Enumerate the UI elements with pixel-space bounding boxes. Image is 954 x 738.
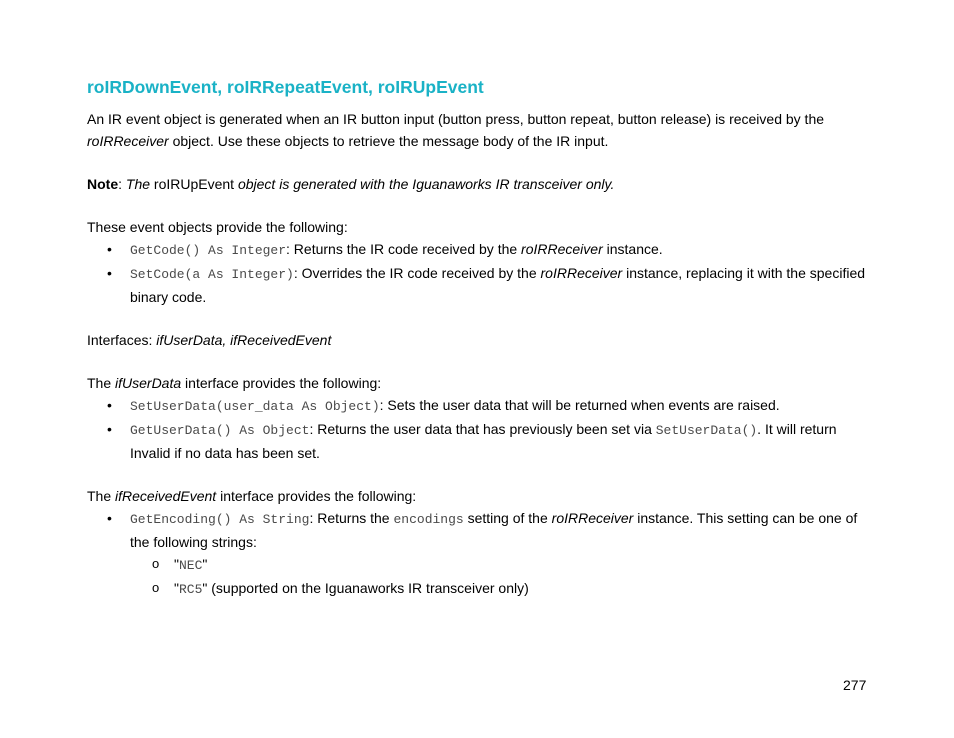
received-event-list xyxy=(87,507,867,553)
intro-text-2: object. Use these objects to retrieve the message body of the IR input. xyxy=(168,133,609,149)
list-item xyxy=(87,262,867,308)
quote-close: " xyxy=(202,580,208,596)
method-code: GetCode() As Integer xyxy=(130,243,287,258)
option-note: (supported on the Iguanaworks IR transceiver only) xyxy=(207,580,529,596)
note-object: roIRUpEvent xyxy=(153,176,235,192)
note-colon: : xyxy=(118,176,126,192)
list-item xyxy=(87,577,867,601)
event-methods-lead: These event objects provide the following: xyxy=(87,219,348,235)
list-item xyxy=(87,507,867,553)
method-code: SetUserData(user_data As Object) xyxy=(130,399,380,414)
interfaces-label: Interfaces: xyxy=(87,332,157,348)
method-desc: : Returns the xyxy=(309,510,394,526)
lead-post: interface provides the following: xyxy=(216,488,417,504)
page-number: 277 xyxy=(843,677,867,693)
method-desc-2: instance. xyxy=(602,241,663,257)
user-data-list xyxy=(87,394,867,464)
method-code: SetCode(a As Integer) xyxy=(130,267,294,282)
quote-close: " xyxy=(202,556,208,572)
list-item xyxy=(87,394,867,418)
option-code: NEC xyxy=(178,558,203,573)
intro-receiver: roIRReceiver xyxy=(87,133,169,149)
note-paragraph xyxy=(87,173,867,195)
lead-pre: The xyxy=(87,375,116,391)
note-the: The xyxy=(125,176,154,192)
method-em: roIRReceiver xyxy=(540,265,623,281)
method-desc: : Overrides the IR code received by the xyxy=(293,265,541,281)
inline-code: SetUserData() xyxy=(655,423,758,438)
method-desc-2: . It will return Invalid if no data has been set. xyxy=(130,421,837,461)
page-content xyxy=(87,76,867,601)
method-desc-2: setting of the xyxy=(463,510,552,526)
method-desc: : Returns the user data that has previously been set via xyxy=(309,421,656,437)
lead-em: ifReceivedEvent xyxy=(115,488,217,504)
interfaces-names: ifUserData, ifReceivedEvent xyxy=(156,332,332,348)
method-code: GetEncoding() As String xyxy=(130,512,310,527)
lead-post: interface provides the following: xyxy=(181,375,382,391)
option-code: RC5 xyxy=(178,582,203,597)
inline-code: encodings xyxy=(393,512,464,527)
encoding-options-list xyxy=(87,553,867,601)
list-item xyxy=(87,238,867,262)
user-data-lead xyxy=(87,372,867,394)
intro-text: An IR event object is generated when an IR button input (button press, button repeat, button release) is received by the xyxy=(87,111,825,127)
event-methods-list xyxy=(87,238,867,308)
method-desc-3: instance. This setting can be one of the following strings: xyxy=(130,510,858,550)
method-em: roIRReceiver xyxy=(551,510,634,526)
lead-pre: The xyxy=(87,488,116,504)
section-heading: roIRDownEvent, roIRRepeatEvent, roIRUpEvent xyxy=(87,77,484,97)
intro-paragraph xyxy=(87,108,867,152)
method-desc: : Returns the IR code received by the xyxy=(286,241,522,257)
list-item xyxy=(87,553,867,577)
method-em: roIRReceiver xyxy=(521,241,603,257)
note-label: Note xyxy=(87,176,119,192)
method-code: GetUserData() As Object xyxy=(130,423,310,438)
method-desc-2: instance, replacing it with the specified binary code. xyxy=(130,265,866,305)
lead-em: ifUserData xyxy=(115,375,182,391)
quote-open: " xyxy=(174,556,179,572)
quote-open: " xyxy=(174,580,179,596)
received-event-lead xyxy=(87,485,867,507)
method-desc: : Sets the user data that will be returned when events are raised. xyxy=(379,397,780,413)
list-item xyxy=(87,418,867,464)
note-rest: object is generated with the Iguanaworks IR transceiver only. xyxy=(234,176,615,192)
interfaces-line xyxy=(87,329,867,351)
